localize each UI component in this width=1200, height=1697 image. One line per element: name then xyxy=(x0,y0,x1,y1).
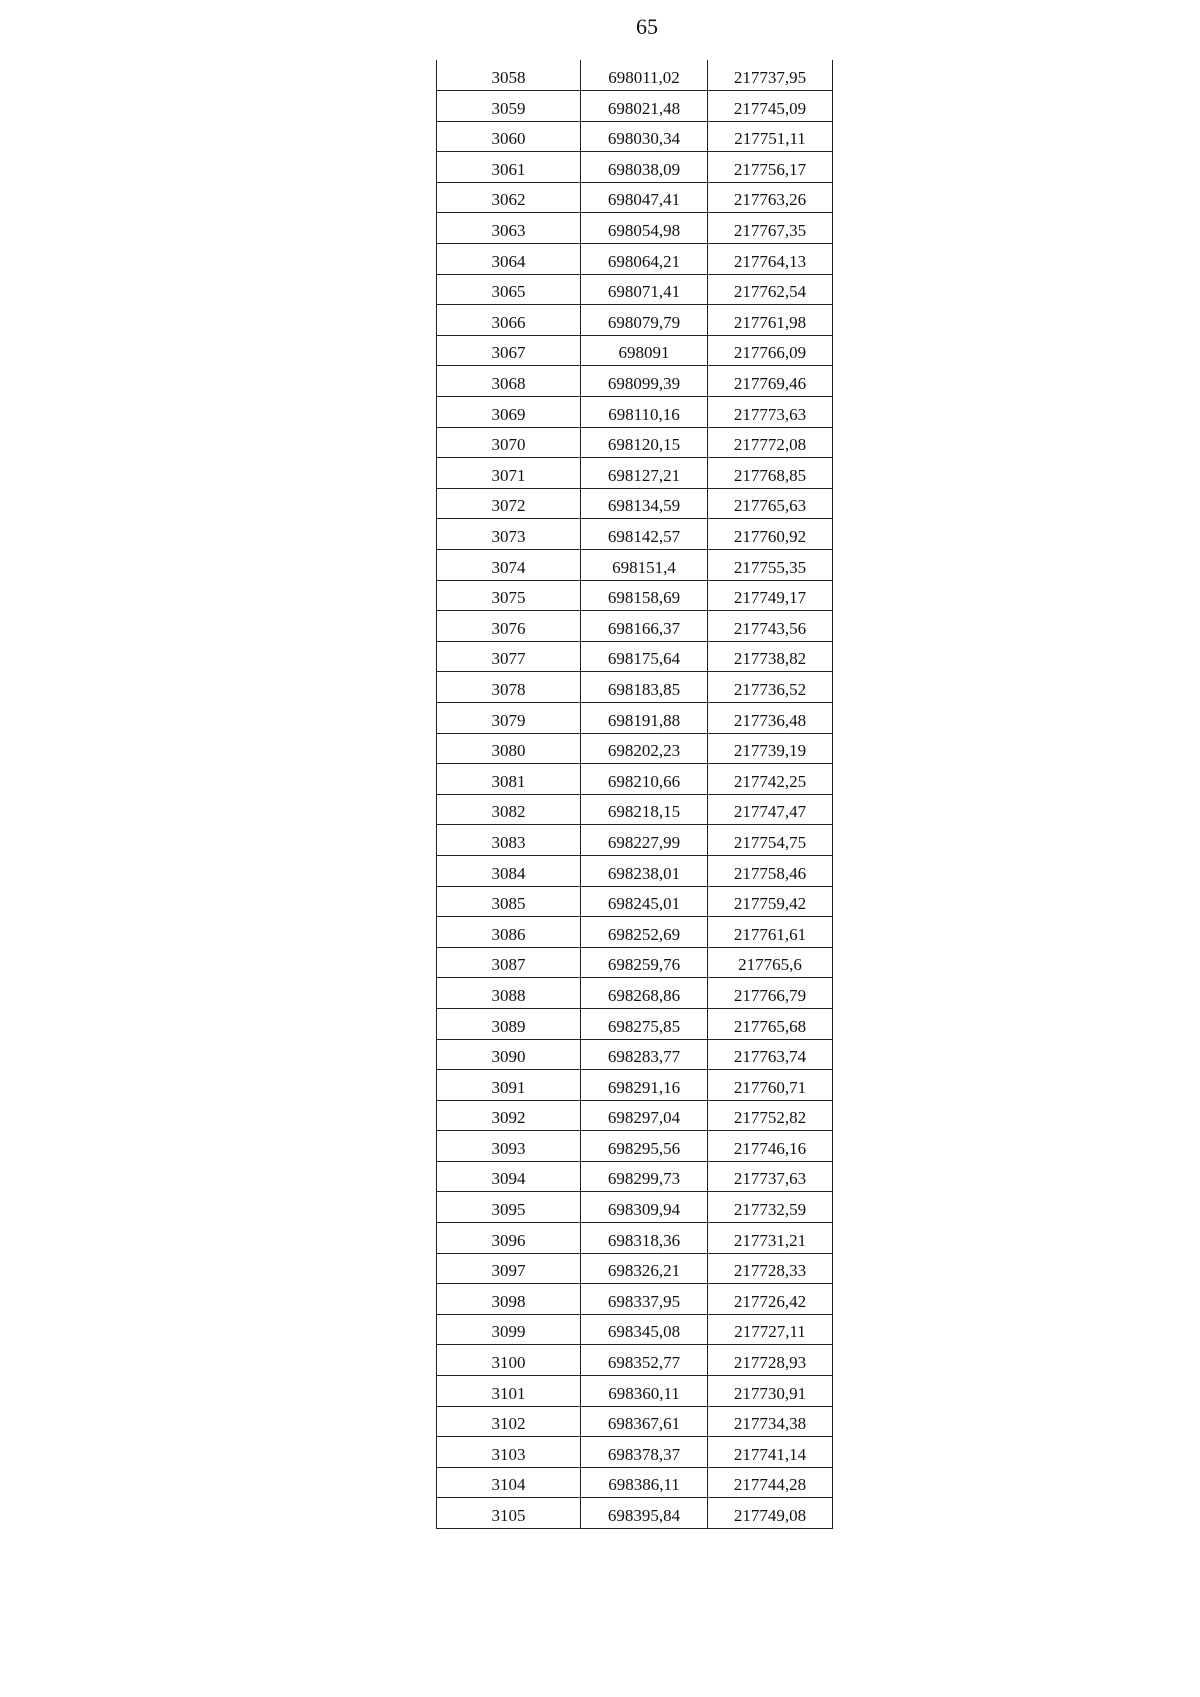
point-number-cell: 3071 xyxy=(437,458,581,489)
x-coordinate-cell: 698326,21 xyxy=(581,1253,708,1284)
point-number-cell: 3096 xyxy=(437,1223,581,1254)
x-coordinate-cell: 698110,16 xyxy=(581,397,708,428)
y-coordinate-cell: 217773,63 xyxy=(708,397,833,428)
point-number-cell: 3081 xyxy=(437,764,581,795)
point-number-cell: 3078 xyxy=(437,672,581,703)
point-number-cell: 3080 xyxy=(437,733,581,764)
table-row xyxy=(437,274,833,305)
table-row xyxy=(437,305,833,336)
y-coordinate-cell: 217763,26 xyxy=(708,182,833,213)
y-coordinate-cell: 217749,08 xyxy=(733,1506,807,1525)
table-row xyxy=(437,825,833,856)
x-coordinate-cell: 698151,4 xyxy=(581,550,708,581)
x-coordinate-cell: 698238,01 xyxy=(581,855,708,886)
y-coordinate-cell: 217742,25 xyxy=(708,764,833,795)
table-row xyxy=(437,60,833,91)
x-coordinate-cell: 698142,57 xyxy=(581,519,708,550)
y-coordinate-cell: 217728,33 xyxy=(708,1253,833,1284)
x-coordinate-cell: 698038,09 xyxy=(581,152,708,183)
y-coordinate-cell: 217752,82 xyxy=(708,1100,833,1131)
x-coordinate-cell: 698259,76 xyxy=(581,947,708,978)
y-coordinate-cell: 217766,09 xyxy=(708,335,833,366)
y-coordinate-cell: 217758,46 xyxy=(708,855,833,886)
table-row xyxy=(437,488,833,519)
x-coordinate-cell: 698166,37 xyxy=(581,611,708,642)
point-number-cell: 3099 xyxy=(437,1314,581,1345)
point-number-cell: 3082 xyxy=(437,794,581,825)
x-coordinate-cell: 698191,88 xyxy=(581,702,708,733)
table-row xyxy=(437,1467,833,1498)
point-number-cell: 3091 xyxy=(437,1070,581,1101)
table-row xyxy=(437,213,833,244)
table-row xyxy=(437,1345,833,1376)
table-row xyxy=(437,121,833,152)
x-coordinate-cell: 698175,64 xyxy=(581,641,708,672)
point-number-cell: 3104 xyxy=(437,1467,581,1498)
table-row xyxy=(437,1314,833,1345)
table-row xyxy=(437,1039,833,1070)
table-row xyxy=(437,1406,833,1437)
point-number-cell: 3070 xyxy=(437,427,581,458)
y-coordinate-cell: 217760,71 xyxy=(708,1070,833,1101)
table-row xyxy=(437,611,833,642)
table-row xyxy=(437,733,833,764)
x-coordinate-cell: 698268,86 xyxy=(581,978,708,1009)
x-coordinate-cell: 698047,41 xyxy=(581,182,708,213)
x-coordinate-cell: 698099,39 xyxy=(581,366,708,397)
x-coordinate-cell: 698021,48 xyxy=(581,91,708,122)
x-coordinate-cell: 698309,94 xyxy=(581,1192,708,1223)
y-coordinate-cell: 217761,61 xyxy=(708,917,833,948)
y-coordinate-cell: 217765,63 xyxy=(708,488,833,519)
x-coordinate-cell: 698299,73 xyxy=(581,1161,708,1192)
point-number-cell: 3068 xyxy=(437,366,581,397)
table-row xyxy=(437,1498,833,1529)
point-number-cell: 3084 xyxy=(437,855,581,886)
point-number-cell: 3097 xyxy=(437,1253,581,1284)
table-row xyxy=(437,366,833,397)
y-coordinate-cell: 217737,63 xyxy=(708,1161,833,1192)
y-coordinate-cell: 217728,93 xyxy=(708,1345,833,1376)
table-row xyxy=(437,1223,833,1254)
point-number-cell: 3066 xyxy=(437,305,581,336)
x-coordinate-cell: 698386,11 xyxy=(581,1467,708,1498)
y-coordinate-cell: 217734,38 xyxy=(708,1406,833,1437)
point-number-cell: 3061 xyxy=(437,152,581,183)
x-coordinate-cell: 698030,34 xyxy=(581,121,708,152)
y-coordinate-cell: 217727,11 xyxy=(708,1314,833,1345)
table-row xyxy=(437,1376,833,1407)
y-coordinate-cell: 217738,82 xyxy=(708,641,833,672)
point-number-cell: 3077 xyxy=(437,641,581,672)
y-coordinate-cell: 217726,42 xyxy=(708,1284,833,1315)
table-row xyxy=(437,1131,833,1162)
table-row xyxy=(437,458,833,489)
y-coordinate-cell: 217743,56 xyxy=(708,611,833,642)
point-number-cell: 3062 xyxy=(437,182,581,213)
point-number-cell: 3101 xyxy=(437,1376,581,1407)
point-number-cell: 3064 xyxy=(437,244,581,275)
y-coordinate-cell: 217741,14 xyxy=(708,1437,833,1468)
table-row xyxy=(437,1100,833,1131)
y-coordinate-cell: 217760,92 xyxy=(708,519,833,550)
y-coordinate-cell: 217749,17 xyxy=(708,580,833,611)
point-number-cell: 3085 xyxy=(437,886,581,917)
y-coordinate-cell: 217756,17 xyxy=(708,152,833,183)
x-coordinate-cell: 698054,98 xyxy=(581,213,708,244)
point-number-cell: 3065 xyxy=(437,274,581,305)
table-row xyxy=(437,1161,833,1192)
y-coordinate-cell: 217769,46 xyxy=(708,366,833,397)
y-coordinate-cell: 217762,54 xyxy=(708,274,833,305)
x-coordinate-cell: 698291,16 xyxy=(581,1070,708,1101)
point-number-cell: 3067 xyxy=(437,335,581,366)
y-coordinate-cell: 217759,42 xyxy=(708,886,833,917)
table-row xyxy=(437,764,833,795)
y-coordinate-cell: 217745,09 xyxy=(708,91,833,122)
x-coordinate-cell: 698210,66 xyxy=(581,764,708,795)
y-coordinate-cell: 217764,13 xyxy=(708,244,833,275)
point-number-cell: 3073 xyxy=(437,519,581,550)
y-coordinate-cell: 217732,59 xyxy=(708,1192,833,1223)
x-coordinate-cell: 698011,02 xyxy=(581,60,708,91)
point-number-cell: 3100 xyxy=(437,1345,581,1376)
y-coordinate-cell: 217747,47 xyxy=(708,794,833,825)
point-number-cell: 3059 xyxy=(437,91,581,122)
table-row xyxy=(437,672,833,703)
point-number-cell: 3063 xyxy=(437,213,581,244)
table-row xyxy=(437,1253,833,1284)
x-coordinate-cell: 698395,84 xyxy=(581,1498,708,1529)
coordinates-table xyxy=(436,60,833,1529)
point-number-cell: 3098 xyxy=(437,1284,581,1315)
table-row xyxy=(437,1437,833,1468)
page-number: 65 xyxy=(636,14,658,39)
x-coordinate-cell: 698071,41 xyxy=(581,274,708,305)
y-coordinate-cell: 217763,74 xyxy=(708,1039,833,1070)
table-row xyxy=(437,580,833,611)
y-coordinate-cell: 217772,08 xyxy=(708,427,833,458)
y-coordinate-cell: 217744,28 xyxy=(708,1467,833,1498)
x-coordinate-cell: 698252,69 xyxy=(581,917,708,948)
table-row xyxy=(437,1070,833,1101)
y-coordinate-cell: 217766,79 xyxy=(708,978,833,1009)
table-row xyxy=(437,947,833,978)
x-coordinate-cell: 698275,85 xyxy=(581,1008,708,1039)
point-number-cell: 3095 xyxy=(437,1192,581,1223)
x-coordinate-cell: 698283,77 xyxy=(581,1039,708,1070)
y-coordinate-cell: 217746,16 xyxy=(708,1131,833,1162)
x-coordinate-cell: 698337,95 xyxy=(581,1284,708,1315)
table-row xyxy=(437,794,833,825)
x-coordinate-cell: 698091 xyxy=(581,335,708,366)
table-row xyxy=(437,397,833,428)
y-coordinate-cell: 217755,35 xyxy=(708,550,833,581)
x-coordinate-cell: 698352,77 xyxy=(581,1345,708,1376)
table-row xyxy=(437,1008,833,1039)
point-number-cell: 3074 xyxy=(437,550,581,581)
y-coordinate-cell: 217767,35 xyxy=(708,213,833,244)
y-coordinate-cell: 217736,48 xyxy=(708,702,833,733)
x-coordinate-cell: 698227,99 xyxy=(581,825,708,856)
table-row xyxy=(437,1192,833,1223)
table-row xyxy=(437,182,833,213)
x-coordinate-cell: 698360,11 xyxy=(581,1376,708,1407)
point-number-cell: 3092 xyxy=(437,1100,581,1131)
x-coordinate-cell: 698295,56 xyxy=(581,1131,708,1162)
point-number-cell: 3105 xyxy=(437,1498,581,1529)
x-coordinate-cell: 698134,59 xyxy=(581,488,708,519)
point-number-cell: 3094 xyxy=(437,1161,581,1192)
x-coordinate-cell: 698318,36 xyxy=(581,1223,708,1254)
x-coordinate-cell: 698120,15 xyxy=(581,427,708,458)
point-number-cell: 3075 xyxy=(437,580,581,611)
table-row xyxy=(437,702,833,733)
y-coordinate-cell: 217765,6 xyxy=(708,947,833,978)
x-coordinate-cell: 698183,85 xyxy=(581,672,708,703)
point-number-cell: 3069 xyxy=(437,397,581,428)
table-row xyxy=(437,91,833,122)
y-coordinate-cell: 217739,19 xyxy=(708,733,833,764)
table-row xyxy=(437,641,833,672)
y-coordinate-cell: 217754,75 xyxy=(708,825,833,856)
point-number-cell: 3076 xyxy=(437,611,581,642)
point-number-cell: 3083 xyxy=(437,825,581,856)
y-coordinate-cell: 217736,52 xyxy=(708,672,833,703)
point-number-cell: 3058 xyxy=(437,60,581,91)
x-coordinate-cell: 698064,21 xyxy=(581,244,708,275)
y-coordinate-cell: 217737,95 xyxy=(708,60,833,91)
point-number-cell: 3102 xyxy=(437,1406,581,1437)
point-number-cell: 3088 xyxy=(437,978,581,1009)
point-number-cell: 3079 xyxy=(437,702,581,733)
point-number-cell: 3087 xyxy=(437,947,581,978)
x-coordinate-cell: 698127,21 xyxy=(581,458,708,489)
table-row xyxy=(437,855,833,886)
x-coordinate-cell: 698245,01 xyxy=(581,886,708,917)
point-number-cell: 3090 xyxy=(437,1039,581,1070)
point-number-cell: 3093 xyxy=(437,1131,581,1162)
x-coordinate-cell: 698378,37 xyxy=(581,1437,708,1468)
y-coordinate-cell: 217761,98 xyxy=(708,305,833,336)
point-number-cell: 3072 xyxy=(437,488,581,519)
table-row xyxy=(437,244,833,275)
y-coordinate-cell: 217765,68 xyxy=(708,1008,833,1039)
x-coordinate-cell: 698079,79 xyxy=(581,305,708,336)
point-number-cell: 3103 xyxy=(437,1437,581,1468)
x-coordinate-cell: 698218,15 xyxy=(581,794,708,825)
x-coordinate-cell: 698158,69 xyxy=(581,580,708,611)
table-row xyxy=(437,427,833,458)
point-number-cell: 3086 xyxy=(437,917,581,948)
y-coordinate-cell: 217768,85 xyxy=(708,458,833,489)
table-row xyxy=(437,152,833,183)
table-row xyxy=(437,1284,833,1315)
x-coordinate-cell: 698367,61 xyxy=(581,1406,708,1437)
y-coordinate-cell: 217731,21 xyxy=(708,1223,833,1254)
table-row xyxy=(437,917,833,948)
x-coordinate-cell: 698297,04 xyxy=(581,1100,708,1131)
y-coordinate-cell: 217751,11 xyxy=(708,121,833,152)
table-row xyxy=(437,335,833,366)
table-row xyxy=(437,886,833,917)
point-number-cell: 3060 xyxy=(437,121,581,152)
x-coordinate-cell: 698202,23 xyxy=(581,733,708,764)
y-coordinate-cell: 217730,91 xyxy=(708,1376,833,1407)
table-row xyxy=(437,978,833,1009)
point-number-cell: 3089 xyxy=(437,1008,581,1039)
table-row xyxy=(437,550,833,581)
table-row xyxy=(437,519,833,550)
x-coordinate-cell: 698345,08 xyxy=(581,1314,708,1345)
coordinates-table-body xyxy=(437,60,833,1529)
